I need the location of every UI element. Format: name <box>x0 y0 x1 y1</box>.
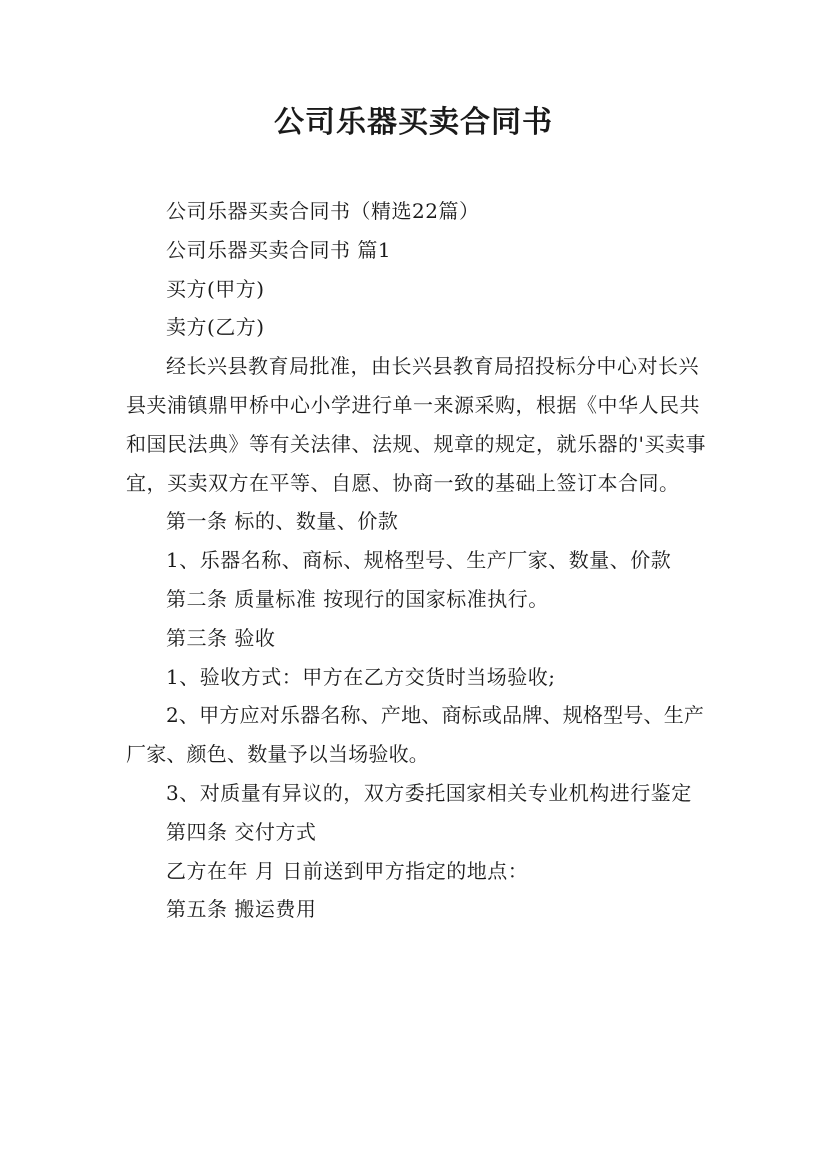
paragraph-article-3: 第三条 验收 <box>166 625 276 650</box>
document-title: 公司乐器买卖合同书 <box>274 105 553 140</box>
paragraph-preamble: 经长兴县教育局批准，由长兴县教育局招投标分中心对长兴县夹浦镇鼎甲桥中心小学进行单一来源采购，根据《中华人民共和国民法典》等有关法律、法规、规章的规定，就乐器的'买卖事宜，买卖双方在平等、自愿、协商一致的基础上签订本合同。 <box>126 354 706 495</box>
document-body <box>126 192 716 929</box>
paragraph-article-3-item-1: 1、验收方式：甲方在乙方交货时当场验收; <box>166 664 556 689</box>
paragraph-article-3-item-3: 3、对质量有异议的，双方委托国家相关专业机构进行鉴定 <box>166 780 692 805</box>
paragraph-article-5: 第五条 搬运费用 <box>166 897 317 922</box>
paragraph-seller: 卖方(乙方) <box>166 315 265 340</box>
paragraph-article-1: 第一条 标的、数量、价款 <box>166 509 399 534</box>
paragraph-article-2: 第二条 质量标准 按现行的国家标准执行。 <box>166 586 549 611</box>
paragraph-article-4-detail: 乙方在年 月 日前送到甲方指定的地点： <box>166 858 529 883</box>
paragraph-article-4: 第四条 交付方式 <box>166 819 317 844</box>
paragraph-buyer: 买方(甲方) <box>166 276 265 301</box>
paragraph-subtitle: 公司乐器买卖合同书（精选22篇） <box>166 199 480 223</box>
paragraph-section-heading: 公司乐器买卖合同书 篇1 <box>166 237 392 262</box>
paragraph-article-3-item-2: 2、甲方应对乐器名称、产地、商标或品牌、规格型号、生产厂家、颜色、数量予以当场验收。 <box>126 703 705 767</box>
paragraph-article-1-item-1: 1、乐器名称、商标、规格型号、生产厂家、数量、价款 <box>166 548 672 573</box>
